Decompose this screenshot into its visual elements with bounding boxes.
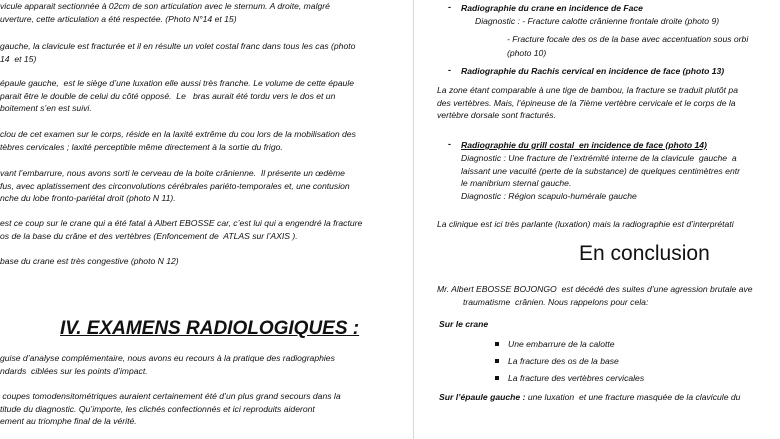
crane-item: La fracture des vertèbres cervicales <box>508 373 645 383</box>
list-dash-icon: - <box>448 139 451 149</box>
paragraph-clavicule-right: vicule apparait sectionnée à 02cm de son articulation avec le sternum. A droite, malgré uverture, cette articulation a été respectée. (Photo N°14 et 15) <box>0 1 330 24</box>
paragraph-conclusion: Mr. Albert EBOSSE BOJONGO est décédé des suites d’une agression brutale ave traumatisme crânien. Nous rappelons pour cela: <box>437 284 753 307</box>
section-heading-examens-radiologiques: IV. EXAMENS RADIOLOGIQUES : <box>60 318 360 339</box>
bullet-square-icon <box>495 376 499 380</box>
paragraph-clavicule-left: gauche, la clavicule est fracturée et il en résulte un volet costal franc dans tous les cas (photo 14 et 15) <box>0 41 356 64</box>
conclusion-heading: En conclusion <box>579 242 710 265</box>
radio-crane-diag2a: - Fracture focale des os de la base avec accentuation sous orbi <box>507 34 749 44</box>
sur-le-crane-label: Sur le crane <box>439 319 489 329</box>
right-column <box>420 0 780 439</box>
paragraph-analyse: guise d’analyse complémentaire, nous avons eu recours à la pratique des radiographies ndards ciblées sur les points d’impact. <box>0 353 335 376</box>
paragraph-coupes: coupes tomodensitométriques auraient certainement été d’un plus grand secours dans la titude du diagnostic. Qu’importe, les clichés confectionnés et ici reproduits aideront ement au triomphe final de la vérité. <box>0 391 341 427</box>
paragraph-cou: clou de cet examen sur le corps, réside en la laxité extrême du cou lors de la mobilisation des tèbres cervicales ; laxité perceptible même directement à la sortie du frigo. <box>0 129 356 152</box>
bullet-square-icon <box>495 342 499 346</box>
radio-crane-title: Radiographie du crane en incidence de Face <box>461 3 643 13</box>
list-dash-icon: - <box>448 65 451 75</box>
crane-item: La fracture des os de la base <box>508 356 619 366</box>
paragraph-cerveau: vant l’embarrure, nous avons sorti le cerveau de la boite crânienne. Il présente un œdème fus, avec aplatissement des circonvolutions cérébrales pariéto-temporales et, une contusion nche du lobe fronto-pariétal droit (photo N 11). <box>0 168 350 204</box>
list-dash-icon: - <box>448 2 451 12</box>
paragraph-base-crane: base du crane est très congestive (photo N 12) <box>0 256 179 266</box>
paragraph-zone-bambou: La zone étant comparable à une tige de bambou, la fracture se traduit plutôt pa des vertèbres. Mais, l’épineuse de la 7ième vertèbre cervicale et le corps de la vertèbre dorsale sont fracturés. <box>437 85 738 121</box>
paragraph-clinique: La clinique est ici très parlante (luxation) mais la radiographie est d’interprétati <box>437 219 734 229</box>
radio-grill-costal-diag: Diagnostic : Une fracture de l’extrémité interne de la clavicule gauche a laissant une vacuité (perte de la substance) de quelques centimètres entr le manibrium sternal gauche. Diagnostic : Région scapulo-humérale gauche <box>461 153 740 201</box>
paragraph-crane-fatal: est ce coup sur le crane qui a été fatal à Albert EBOSSE car, c’est lui qui a engendré la fracture os de la base du crâne et des vertèbres (Enfoncement de ATLAS sur l’AXIS ). <box>0 218 363 241</box>
paragraph-epaule: épaule gauche, est le siège d’une luxation elle aussi très franche. Le volume de cette épaule parait être le double de celui du côté opposé. Le bras aurait été tordu vers le dos et un boitement s’en est suivi. <box>0 78 355 114</box>
crane-item: Une embarrure de la calotte <box>508 339 615 349</box>
radio-grill-costal-title: Radiographie du grill costal en incidence de face (photo 14) <box>461 140 707 150</box>
radio-rachis-title: Radiographie du Rachis cervical en incidence de face (photo 13) <box>461 66 725 76</box>
sur-epaule-line: Sur l’épaule gauche : une luxation et une fracture masquée de la clavicule du <box>439 392 741 402</box>
radio-crane-diag1: Diagnostic : - Fracture calotte crânienne frontale droite (photo 9) <box>475 16 720 26</box>
radio-crane-diag2b: (photo 10) <box>507 48 547 58</box>
column-divider <box>413 0 414 439</box>
bullet-square-icon <box>495 359 499 363</box>
